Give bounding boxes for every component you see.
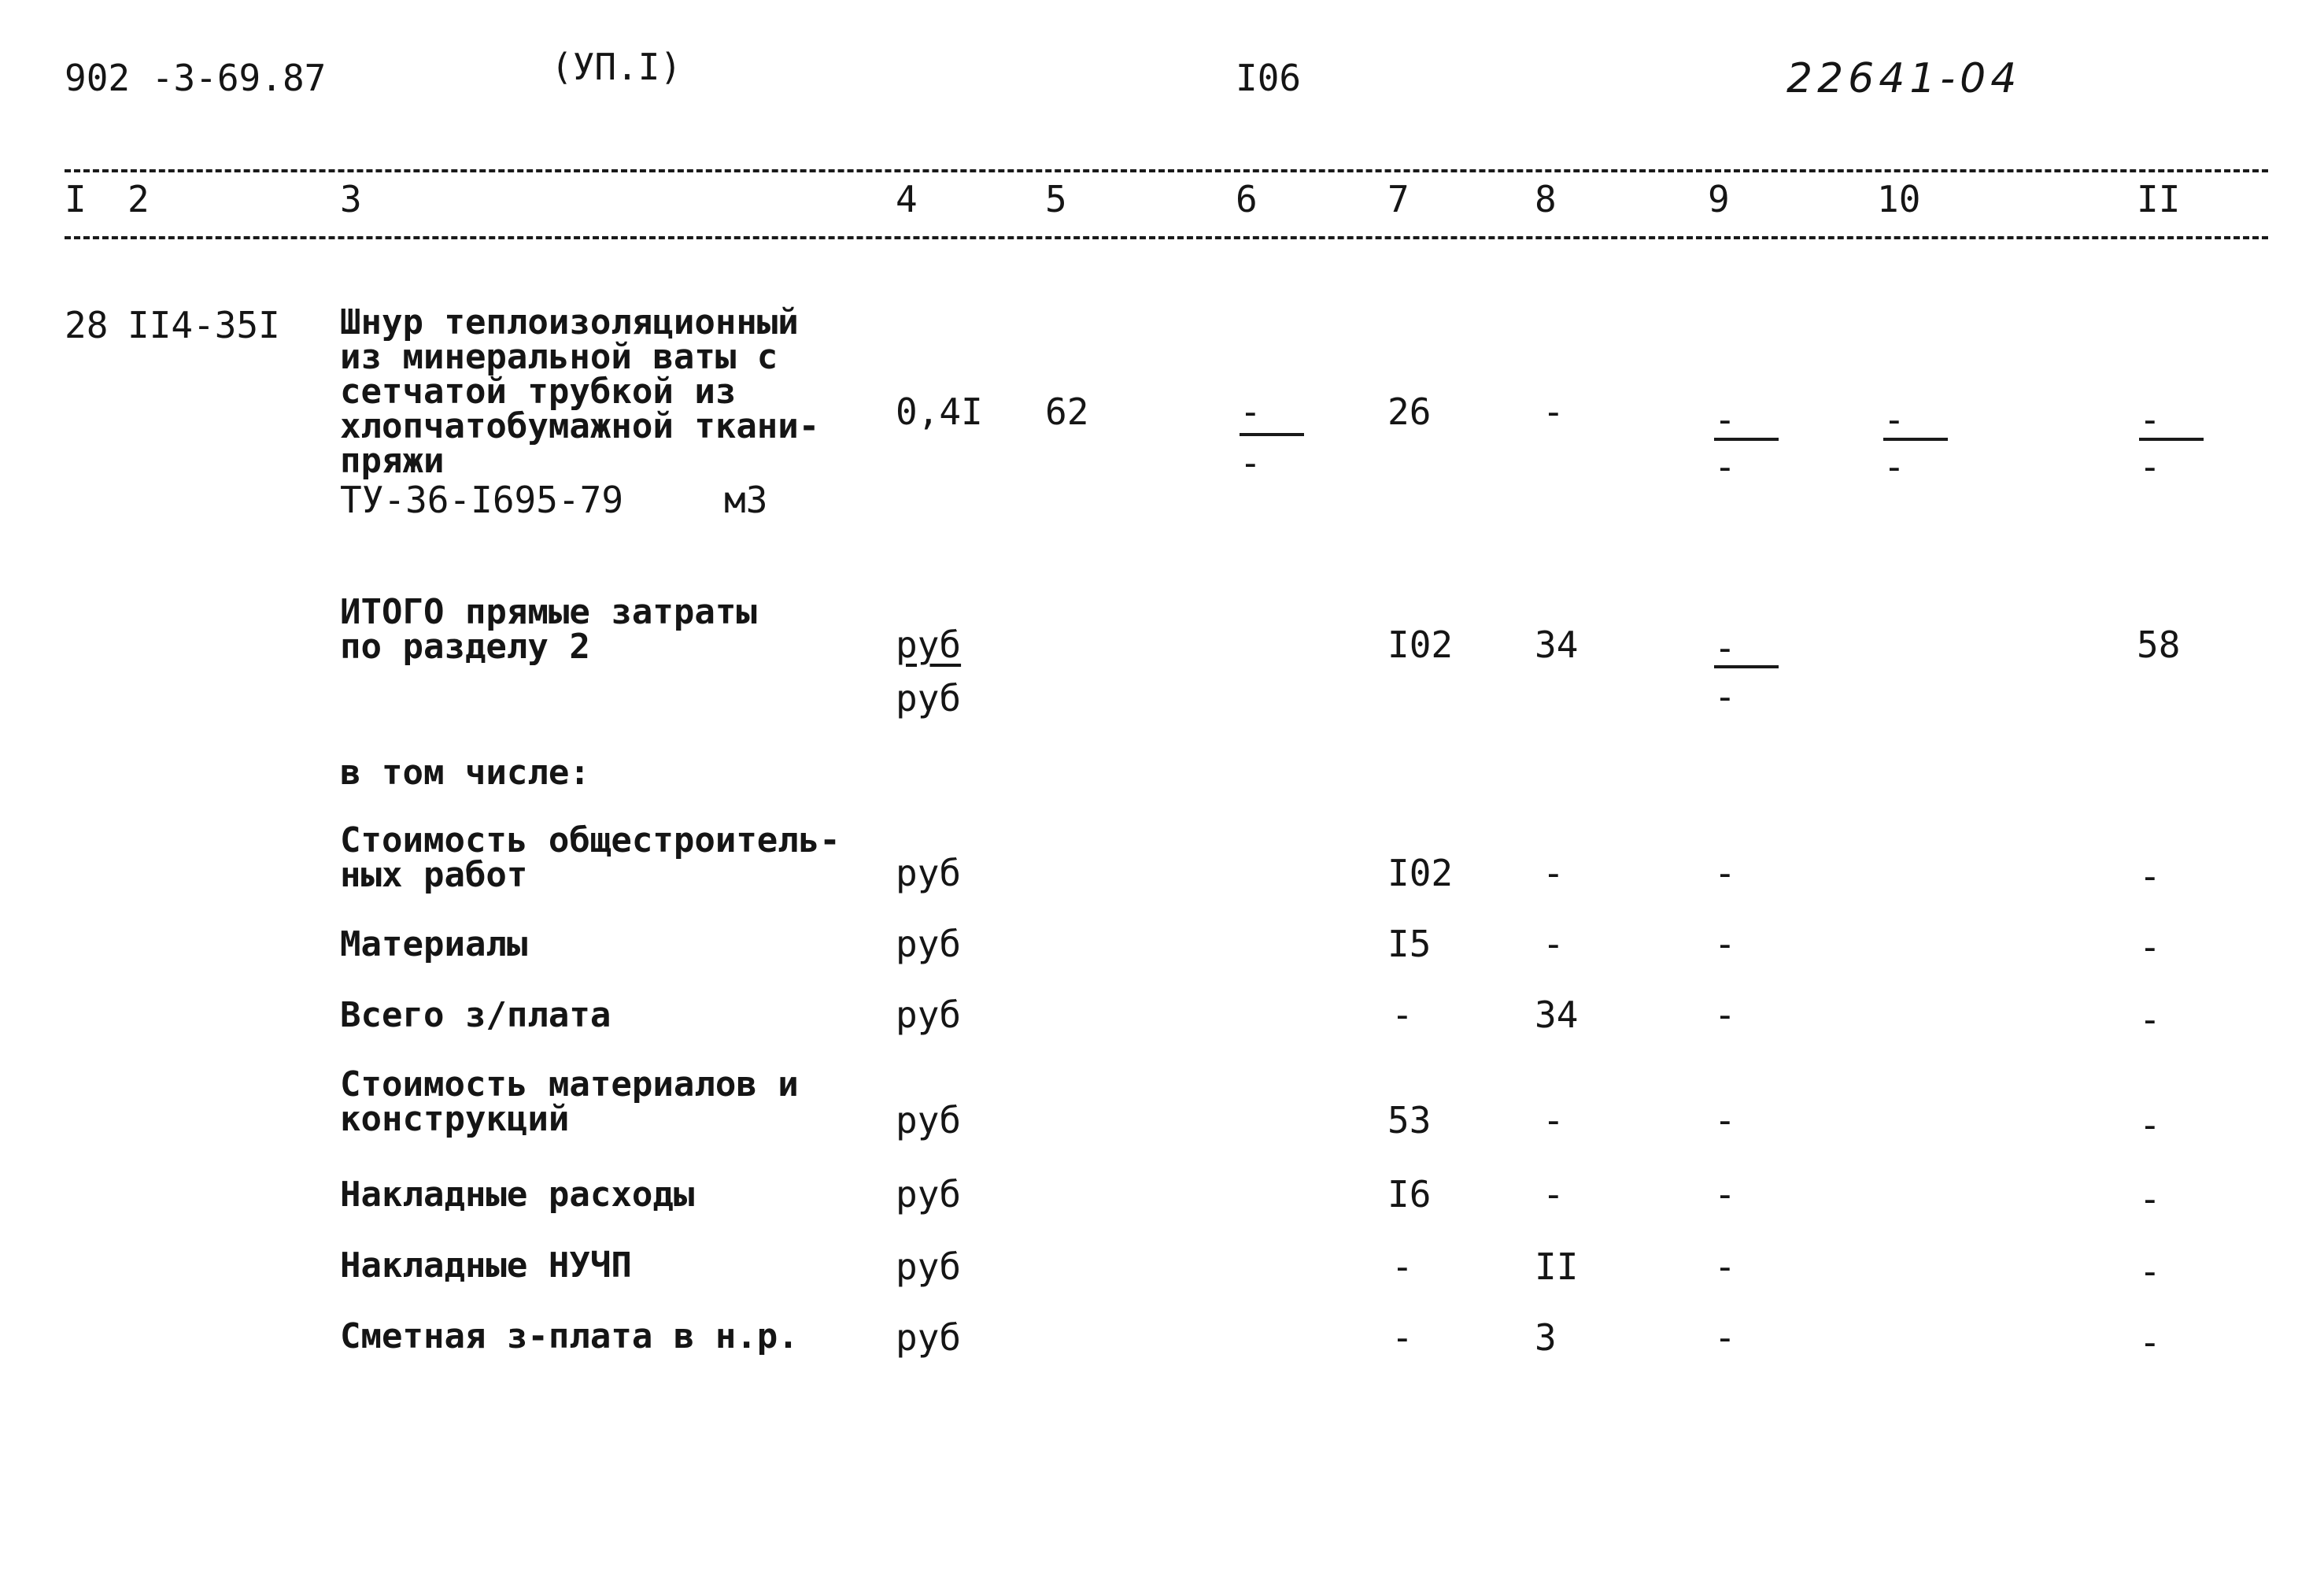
total-description: ИТОГО прямые затраты по разделу 2 bbox=[340, 592, 757, 667]
col-num-1: I bbox=[65, 178, 87, 220]
col-num-5: 5 bbox=[1045, 178, 1067, 220]
breakdown-col11: - bbox=[2139, 1250, 2161, 1293]
breakdown-col7: I5 bbox=[1387, 923, 1432, 965]
item-number: 28 bbox=[65, 304, 109, 346]
item-col9-divider bbox=[1714, 438, 1779, 441]
breakdown-col11: - bbox=[2139, 1178, 2161, 1220]
col-num-7: 7 bbox=[1387, 178, 1410, 220]
breakdown-unit: руб bbox=[896, 1245, 962, 1288]
album-label: (УП.I) bbox=[551, 46, 682, 88]
item-col6-divider bbox=[1240, 433, 1304, 436]
col-num-2: 2 bbox=[127, 178, 150, 220]
breakdown-col9: - bbox=[1714, 994, 1736, 1036]
breakdown-unit: руб bbox=[896, 1099, 962, 1142]
breakdown-col8: 34 bbox=[1535, 994, 1579, 1036]
item-col10-top: - bbox=[1883, 398, 1905, 441]
breakdown-col9: - bbox=[1714, 1316, 1736, 1359]
item-spec: ТУ-36-I695-79 bbox=[340, 479, 624, 521]
breakdown-col8: 3 bbox=[1535, 1316, 1557, 1359]
breakdown-col11: - bbox=[2139, 1321, 2161, 1364]
breakdown-col7: 53 bbox=[1387, 1099, 1432, 1142]
breakdown-col7: I6 bbox=[1387, 1173, 1432, 1216]
total-unit-top: руб bbox=[896, 623, 962, 666]
breakdown-description: Сметная з-плата в н.р. bbox=[340, 1316, 799, 1356]
item-col6-bottom: - bbox=[1240, 442, 1262, 484]
breakdown-col8: II bbox=[1535, 1245, 1579, 1288]
series-number: 902 -3-69.87 bbox=[65, 57, 327, 99]
breakdown-unit: руб bbox=[896, 923, 962, 965]
item-col11-divider bbox=[2139, 438, 2204, 441]
breakdown-col7: - bbox=[1391, 1245, 1413, 1288]
breakdown-col7: I02 bbox=[1387, 852, 1454, 894]
total-col7: I02 bbox=[1387, 623, 1454, 666]
breakdown-description: Материалы bbox=[340, 924, 528, 964]
breakdown-col8: - bbox=[1543, 852, 1565, 894]
col-num-11: II bbox=[2137, 178, 2181, 220]
sheet-code: 22641-04 bbox=[1786, 55, 2022, 102]
breakdown-col7: - bbox=[1391, 994, 1413, 1036]
item-quantity: 0,4I bbox=[896, 390, 983, 433]
breakdown-description: Накладные НУЧП bbox=[340, 1245, 632, 1286]
item-col10-bottom: - bbox=[1883, 446, 1905, 488]
breakdown-description: Накладные расходы bbox=[340, 1175, 695, 1215]
total-col9-top: - bbox=[1714, 627, 1736, 669]
col-num-6: 6 bbox=[1236, 178, 1258, 220]
breakdown-unit: руб bbox=[896, 994, 962, 1036]
item-code: II4-35I bbox=[127, 304, 280, 346]
header-rule-bottom bbox=[65, 236, 2268, 239]
item-col5: 62 bbox=[1045, 390, 1089, 433]
breakdown-col11: - bbox=[2139, 926, 2161, 968]
breakdown-description: Стоимость общестроитель- ных работ bbox=[340, 820, 841, 895]
total-col9-bottom: - bbox=[1714, 675, 1736, 718]
breakdown-col11: - bbox=[2139, 855, 2161, 897]
total-col9-divider bbox=[1714, 665, 1779, 668]
breakdown-description: Стоимость материалов и конструкций bbox=[340, 1064, 799, 1139]
item-col9-bottom: - bbox=[1714, 446, 1736, 488]
breakdown-unit: руб bbox=[896, 1173, 962, 1216]
col-num-8: 8 bbox=[1535, 178, 1557, 220]
total-col8: 34 bbox=[1535, 623, 1579, 666]
breakdown-unit: руб bbox=[896, 1316, 962, 1359]
col-num-9: 9 bbox=[1708, 178, 1730, 220]
breakdown-col8: - bbox=[1543, 1173, 1565, 1216]
breakdown-unit: руб bbox=[896, 852, 962, 894]
item-col7: 26 bbox=[1387, 390, 1432, 433]
item-col10-divider bbox=[1883, 438, 1948, 441]
breakdown-col9: - bbox=[1714, 1245, 1736, 1288]
breakdown-col11: - bbox=[2139, 998, 2161, 1041]
breakdown-description: Всего з/плата bbox=[340, 995, 611, 1035]
col-num-3: 3 bbox=[340, 178, 362, 220]
page-number: I06 bbox=[1236, 57, 1302, 99]
total-col11: 58 bbox=[2137, 623, 2181, 666]
item-col6-top: - bbox=[1240, 390, 1262, 433]
total-unit-bottom: руб bbox=[896, 677, 962, 720]
item-col8: - bbox=[1543, 390, 1565, 433]
col-num-4: 4 bbox=[896, 178, 918, 220]
col-num-10: 10 bbox=[1877, 178, 1921, 220]
breakdown-col9: - bbox=[1714, 1173, 1736, 1216]
breakdown-col8: - bbox=[1543, 1099, 1565, 1142]
item-col9-top: - bbox=[1714, 398, 1736, 441]
breakdown-col11: - bbox=[2139, 1104, 2161, 1146]
item-unit: м3 bbox=[724, 479, 768, 521]
including-label: в том числе: bbox=[340, 753, 590, 793]
item-col11-bottom: - bbox=[2139, 446, 2161, 488]
item-description: Шнур теплоизоляционный из минеральной ваты с сетчатой трубкой из хлопчатобумажной ткани- пряжи bbox=[340, 302, 820, 481]
breakdown-col9: - bbox=[1714, 1099, 1736, 1142]
breakdown-col9: - bbox=[1714, 923, 1736, 965]
breakdown-col8: - bbox=[1543, 923, 1565, 965]
breakdown-col7: - bbox=[1391, 1316, 1413, 1359]
item-col11-top: - bbox=[2139, 398, 2161, 441]
header-rule-top bbox=[65, 169, 2268, 172]
breakdown-col9: - bbox=[1714, 852, 1736, 894]
